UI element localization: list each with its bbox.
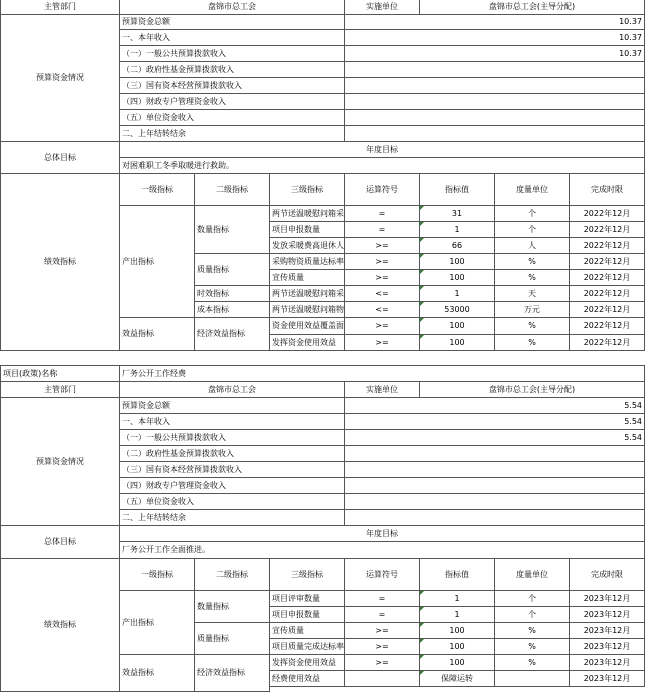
annual-goal-label: 年度目标 <box>366 144 398 154</box>
budget-row-value[interactable] <box>345 446 645 462</box>
deadline-cell[interactable]: 2022年12月 <box>570 270 645 286</box>
dept-label: 主管部门 <box>44 2 76 11</box>
budget-row-label[interactable]: （一）一般公共预算拨款收入 <box>120 430 345 446</box>
header-cell[interactable]: 运算符号 <box>345 559 420 591</box>
operator-cell[interactable]: <= <box>345 302 420 318</box>
budget-row-value[interactable] <box>345 94 645 110</box>
budget-row-label[interactable]: （五）单位资金收入 <box>120 110 345 126</box>
unit-cell[interactable] <box>495 671 570 687</box>
budget-row-value[interactable]: 5.54 <box>345 398 645 414</box>
deadline-cell[interactable]: 2023年12月 <box>570 639 645 655</box>
indicator-name-cell[interactable]: 项目申报数量 <box>270 607 345 623</box>
level2-cell[interactable]: 成本指标 <box>195 302 270 318</box>
level1-cell[interactable]: 效益指标 <box>120 318 195 351</box>
annual-goal-label-cell[interactable]: 年度目标 <box>120 526 645 542</box>
budget-row-value[interactable] <box>345 494 645 510</box>
operator-cell[interactable]: <= <box>345 286 420 302</box>
operator-cell[interactable]: >= <box>345 270 420 286</box>
unit-cell[interactable]: % <box>495 335 570 351</box>
dept-label-cell[interactable]: 主管部门 <box>0 382 120 398</box>
level2-cell[interactable]: 数量指标 <box>195 591 270 623</box>
header-cell[interactable]: 一级指标 <box>120 559 195 591</box>
budget-row-value[interactable] <box>345 462 645 478</box>
dept-label-cell[interactable] <box>0 0 120 15</box>
indicator-name-cell[interactable]: 两节送温暖慰问箱采 <box>270 286 345 302</box>
level1-cell[interactable]: 产出指标 <box>120 591 195 655</box>
budget-row-value[interactable] <box>345 478 645 494</box>
indicator-name-cell[interactable]: 发挥资金使用效益 <box>270 335 345 351</box>
header-cell[interactable]: 完成时限 <box>570 174 645 206</box>
unit-label-cell[interactable] <box>345 0 420 15</box>
indicator-name-cell[interactable]: 发挥资金使用效益 <box>270 655 345 671</box>
budget-section-label-cell[interactable] <box>0 15 120 142</box>
indicator-name-cell[interactable]: 资金使用效益覆盖面 <box>270 318 345 335</box>
operator-cell[interactable]: >= <box>345 254 420 270</box>
unit-cell[interactable]: 个 <box>495 607 570 623</box>
budget-row-value[interactable] <box>345 510 645 526</box>
target-value-cell[interactable]: 保障运转 <box>420 671 495 687</box>
operator-cell[interactable]: >= <box>345 238 420 254</box>
budget-row-label[interactable]: （二）政府性基金预算拨款收入 <box>120 62 345 78</box>
level2-cell[interactable]: 质量指标 <box>195 254 270 286</box>
goal-label-cell[interactable]: 总体目标 <box>0 526 120 559</box>
budget-row-value[interactable]: 10.37 <box>345 46 645 62</box>
deadline-cell[interactable]: 2022年12月 <box>570 286 645 302</box>
operator-cell[interactable]: >= <box>345 335 420 351</box>
deadline-cell[interactable]: 2022年12月 <box>570 302 645 318</box>
deadline-cell[interactable]: 2023年12月 <box>570 671 645 687</box>
operator-cell[interactable]: >= <box>345 639 420 655</box>
budget-row-label[interactable]: 预算资金总额 <box>120 398 345 414</box>
header-cell[interactable]: 完成时限 <box>570 559 645 591</box>
indicator-name-cell[interactable]: 发放采暖费高退休人 <box>270 238 345 254</box>
level1-cell[interactable]: 效益指标 <box>120 655 195 692</box>
budget-row-value[interactable] <box>345 110 645 126</box>
level1-cell[interactable]: 产出指标 <box>120 206 195 318</box>
header-cell[interactable]: 度量单位 <box>495 174 570 206</box>
unit-cell[interactable]: % <box>495 623 570 639</box>
indicator-name-cell[interactable]: 采购物资质量达标率 <box>270 254 345 270</box>
annual-goal-text-cell[interactable] <box>120 158 645 174</box>
perf-label: 绩效指标 <box>44 257 76 266</box>
header-cell[interactable]: 二级指标 <box>195 174 270 206</box>
project-value-cell[interactable] <box>120 366 645 382</box>
deadline-cell[interactable]: 2022年12月 <box>570 254 645 270</box>
budget-row-label[interactable]: 预算资金总额 <box>120 15 345 30</box>
operator-cell[interactable]: = <box>345 206 420 222</box>
unit-cell[interactable]: % <box>495 655 570 671</box>
annual-goal-text-cell[interactable]: 厂务公开工作全面推进。 <box>120 542 645 559</box>
goal-label: 总体目标 <box>44 152 76 162</box>
target-value-cell[interactable]: 1 <box>420 286 495 302</box>
unit-cell[interactable]: 天 <box>495 286 570 302</box>
header-cell[interactable]: 度量单位 <box>495 559 570 591</box>
target-value-cell[interactable]: 1 <box>420 222 495 238</box>
dept-value: 盘锦市总工会 <box>208 2 256 11</box>
annual-goal-label-cell[interactable] <box>120 142 645 158</box>
operator-cell[interactable]: = <box>345 222 420 238</box>
budget-row-label[interactable]: （二）政府性基金预算拨款收入 <box>120 446 345 462</box>
budget-section-label-cell[interactable]: 预算资金情况 <box>0 398 120 526</box>
target-value-cell[interactable]: 66 <box>420 238 495 254</box>
project-label: 项目(政策)名称 <box>3 368 58 378</box>
unit-cell[interactable]: % <box>495 270 570 286</box>
budget-row-label[interactable]: （一）一般公共预算拨款收入 <box>120 46 345 62</box>
unit-cell[interactable]: % <box>495 639 570 655</box>
budget-row-value[interactable] <box>345 78 645 94</box>
budget-row-label[interactable]: （三）国有资本经营预算拨款收入 <box>120 78 345 94</box>
target-value-cell[interactable]: 100 <box>420 270 495 286</box>
operator-cell[interactable]: >= <box>345 655 420 671</box>
perf-label-cell[interactable]: 绩效指标 <box>0 559 120 692</box>
project-value: 厂务公开工作经费 <box>122 368 186 378</box>
operator-cell[interactable] <box>345 671 420 687</box>
indicator-name-cell[interactable]: 宣传质量 <box>270 270 345 286</box>
perf-label-cell[interactable] <box>0 174 120 351</box>
indicator-name-cell[interactable]: 经费使用效益 <box>270 671 345 687</box>
indicator-name-cell[interactable]: 宣传质量 <box>270 623 345 639</box>
budget-row-label[interactable]: （三）国有资本经营预算拨款收入 <box>120 462 345 478</box>
deadline-cell[interactable]: 2023年12月 <box>570 607 645 623</box>
deadline-cell[interactable]: 2023年12月 <box>570 655 645 671</box>
deadline-cell[interactable]: 2022年12月 <box>570 238 645 254</box>
goal-label-cell[interactable] <box>0 142 120 174</box>
deadline-cell[interactable]: 2022年12月 <box>570 206 645 222</box>
unit-cell[interactable]: % <box>495 254 570 270</box>
level2-cell[interactable]: 经济效益指标 <box>195 318 270 351</box>
budget-row-value[interactable] <box>345 62 645 78</box>
budget-section-label: 预算资金情况 <box>36 73 84 82</box>
indicator-name-cell[interactable]: 两节送温暖慰问箱物 <box>270 302 345 318</box>
annual-goal-text: 对困难职工冬季取暖进行救助。 <box>122 160 234 170</box>
budget-row-value[interactable] <box>345 126 645 142</box>
header-cell[interactable]: 三级指标 <box>270 174 345 206</box>
budget-row-label[interactable]: （五）单位资金收入 <box>120 494 345 510</box>
header-cell[interactable]: 一级指标 <box>120 174 195 206</box>
deadline-cell[interactable]: 2023年12月 <box>570 591 645 607</box>
indicator-name-cell[interactable]: 项目质量完成达标率 <box>270 639 345 655</box>
target-value-cell[interactable]: 100 <box>420 623 495 639</box>
budget-row-value[interactable]: 5.54 <box>345 430 645 446</box>
unit-cell[interactable]: 人 <box>495 238 570 254</box>
indicator-name-cell[interactable]: 两节送温暖慰问箱采 <box>270 206 345 222</box>
unit-label: 实施单位 <box>366 2 398 11</box>
unit-cell[interactable]: 个 <box>495 206 570 222</box>
budget-row-value[interactable]: 5.54 <box>345 414 645 430</box>
operator-cell[interactable]: >= <box>345 318 420 335</box>
deadline-cell[interactable]: 2022年12月 <box>570 318 645 335</box>
target-value-cell[interactable]: 100 <box>420 254 495 270</box>
target-value-cell[interactable]: 100 <box>420 655 495 671</box>
budget-row-value[interactable]: 10.37 <box>345 15 645 30</box>
unit-cell[interactable]: 个 <box>495 222 570 238</box>
dept-value-cell[interactable]: 盘锦市总工会 <box>120 382 345 398</box>
budget-row-value[interactable]: 10.37 <box>345 30 645 46</box>
unit-value-cell[interactable]: 盘锦市总工会(主导分配) <box>420 382 645 398</box>
target-value-cell[interactable]: 100 <box>420 639 495 655</box>
level2-cell[interactable]: 数量指标 <box>195 206 270 254</box>
budget-row-label[interactable]: 一、本年收入 <box>120 414 345 430</box>
unit-value: 盘锦市总工会(主导分配) <box>488 2 576 11</box>
target-value-cell[interactable]: 31 <box>420 206 495 222</box>
operator-cell[interactable]: = <box>345 591 420 607</box>
operator-cell[interactable]: = <box>345 607 420 623</box>
unit-cell[interactable]: 万元 <box>495 302 570 318</box>
blank-row <box>0 351 645 366</box>
budget-row-label[interactable]: 一、本年收入 <box>120 30 345 46</box>
unit-cell[interactable]: 个 <box>495 591 570 607</box>
deadline-cell[interactable]: 2022年12月 <box>570 222 645 238</box>
operator-cell[interactable]: >= <box>345 623 420 639</box>
unit-label-cell[interactable]: 实施单位 <box>345 382 420 398</box>
budget-row-label[interactable]: （四）财政专户管理资金收入 <box>120 94 345 110</box>
indicator-name-cell[interactable]: 项目评审数量 <box>270 591 345 607</box>
unit-cell[interactable]: % <box>495 318 570 335</box>
budget-row-label[interactable]: 二、上年结转结余 <box>120 126 345 142</box>
target-value-cell[interactable]: 100 <box>420 335 495 351</box>
deadline-cell[interactable]: 2022年12月 <box>570 335 645 351</box>
budget-row-label[interactable]: （四）财政专户管理资金收入 <box>120 478 345 494</box>
unit-value-cell[interactable] <box>420 0 645 15</box>
target-value-cell[interactable]: 53000 <box>420 302 495 318</box>
project-label-cell[interactable] <box>0 366 120 382</box>
indicator-name-cell[interactable]: 项目申报数量 <box>270 222 345 238</box>
target-value-cell[interactable]: 1 <box>420 607 495 623</box>
header-cell[interactable]: 运算符号 <box>345 174 420 206</box>
header-cell[interactable]: 指标值 <box>420 174 495 206</box>
budget-row-label[interactable]: 二、上年结转结余 <box>120 510 345 526</box>
deadline-cell[interactable]: 2023年12月 <box>570 623 645 639</box>
target-value-cell[interactable]: 1 <box>420 591 495 607</box>
header-cell[interactable]: 三级指标 <box>270 559 345 591</box>
level2-cell[interactable]: 时效指标 <box>195 286 270 302</box>
level2-cell[interactable]: 质量指标 <box>195 623 270 655</box>
header-cell[interactable]: 指标值 <box>420 559 495 591</box>
header-cell[interactable]: 二级指标 <box>195 559 270 591</box>
dept-value-cell[interactable] <box>120 0 345 15</box>
level2-cell[interactable]: 经济效益指标 <box>195 655 270 692</box>
target-value-cell[interactable]: 100 <box>420 318 495 335</box>
